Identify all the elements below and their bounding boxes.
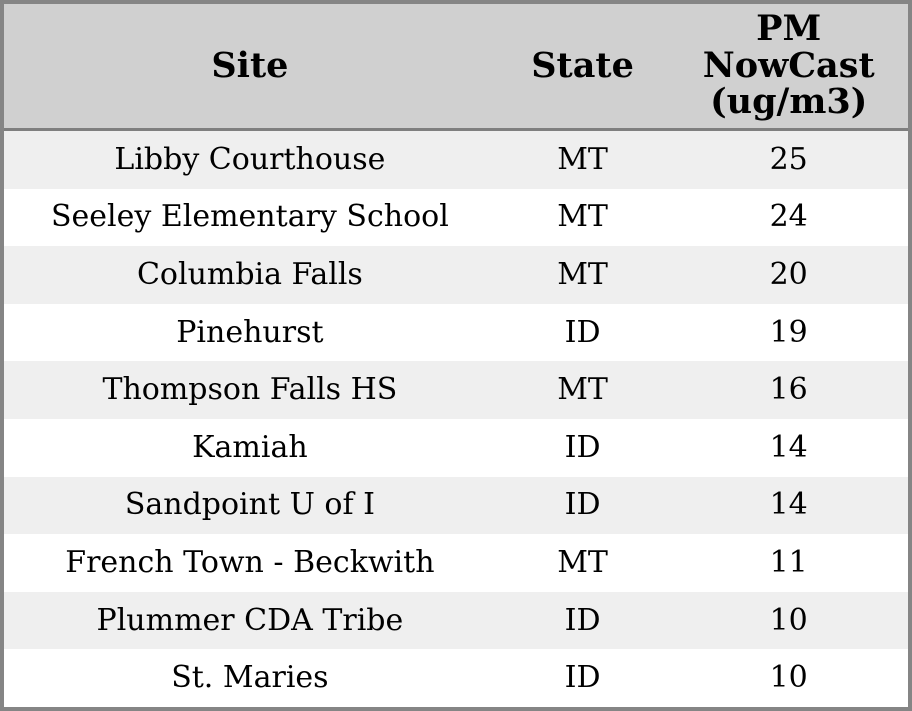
table-header (4, 4, 908, 131)
pm-nowcast-cell: 14 (769, 487, 808, 523)
site-cell: Plummer CDA Tribe (96, 602, 404, 638)
pm-nowcast-cell: 25 (769, 141, 808, 177)
pm-nowcast-cell: 20 (769, 256, 808, 292)
site-cell: Sandpoint U of I (124, 487, 375, 523)
table-body (4, 131, 908, 707)
table-row (4, 419, 908, 477)
site-cell: French Town - Beckwith (65, 544, 435, 580)
site-cell: Seeley Elementary School (50, 199, 449, 235)
site-cell: Kamiah (192, 429, 308, 465)
site-cell: Pinehurst (176, 314, 324, 350)
pm-nowcast-cell: 16 (769, 372, 808, 408)
pm-nowcast-cell: 24 (769, 199, 808, 235)
state-cell: ID (564, 487, 601, 523)
pm-nowcast-cell: 10 (769, 602, 808, 638)
site-cell: St. Maries (171, 660, 329, 696)
pm-nowcast-table (4, 4, 908, 707)
table-row (4, 649, 908, 707)
table-row (4, 131, 908, 189)
site-cell: Thompson Falls HS (102, 372, 398, 408)
header-state: State (496, 4, 670, 131)
table-row (4, 361, 908, 419)
table-row (4, 592, 908, 650)
state-cell: MT (557, 372, 608, 408)
table-row (4, 189, 908, 247)
table-row (4, 246, 908, 304)
header-site: Site (4, 4, 496, 131)
table-row (4, 477, 908, 535)
state-cell: MT (557, 256, 608, 292)
table-row (4, 534, 908, 592)
header-pm-nowcast: PM NowCast (ug/m3) (669, 4, 908, 131)
state-cell: ID (564, 660, 601, 696)
state-cell: MT (557, 544, 608, 580)
pm-nowcast-cell: 14 (769, 429, 808, 465)
table-row (4, 304, 908, 362)
header-row (4, 4, 908, 131)
state-cell: ID (564, 602, 601, 638)
pm-nowcast-cell: 10 (769, 660, 808, 696)
pm-nowcast-cell: 19 (769, 314, 808, 350)
state-cell: MT (557, 199, 608, 235)
pm-nowcast-cell: 11 (769, 544, 808, 580)
state-cell: ID (564, 314, 601, 350)
state-cell: MT (557, 141, 608, 177)
site-cell: Libby Courthouse (114, 141, 386, 177)
state-cell: ID (564, 429, 601, 465)
site-cell: Columbia Falls (136, 256, 363, 292)
